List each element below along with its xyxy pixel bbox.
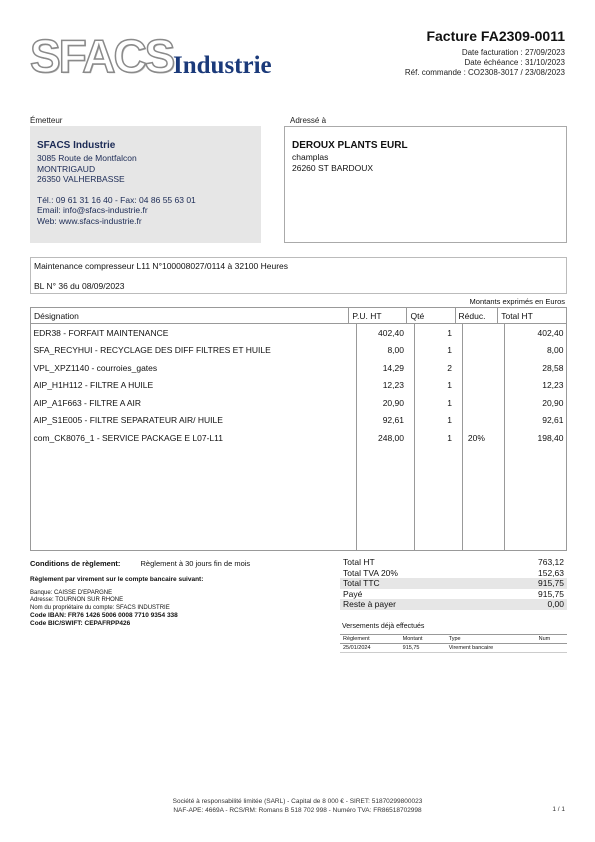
row-designation: AIP_S1E005 - FILTRE SEPARATEUR AIR/ HUILE	[33, 415, 223, 426]
total-label: Reste à payer	[343, 599, 396, 609]
total-tva-row	[340, 568, 567, 579]
table-row	[31, 324, 567, 342]
row-total: 8,00	[546, 345, 564, 356]
row-designation: EDR38 - FORFAIT MAINTENANCE	[33, 327, 169, 338]
bank-owner: Nom du propriétaire du compte: SFACS INDUSTRIE	[30, 604, 170, 611]
total-label: Total TTC	[343, 578, 380, 588]
emitter-web: Web: www.sfacs-industrie.fr	[37, 215, 142, 226]
total-label: Total TVA 20%	[343, 567, 398, 578]
footer-line1: Société à responsabilité limitée (SARL) - Capital de 8 000 € - SIRET: 51870299800023	[172, 798, 423, 805]
payments-header-cell: Num	[536, 635, 567, 644]
recipient-details	[292, 152, 373, 173]
bank-bic: Code BIC/SWIFT: CEPAFRPP426	[30, 619, 131, 627]
paid-row	[340, 589, 567, 600]
row-designation: AIP_H1H112 - FILTRE A HUILE	[33, 380, 154, 391]
conditions-value: Règlement à 30 jours fin de mois	[140, 559, 251, 568]
total-label: Payé	[343, 588, 363, 599]
table-row	[31, 394, 567, 412]
row-qte: 1	[447, 345, 453, 356]
payments-header-cell: Montant	[400, 635, 446, 644]
row-pu: 8,00	[387, 345, 404, 356]
footer	[0, 797, 595, 815]
row-designation: com_CK8076_1 - SERVICE PACKAGE E L07-L11	[33, 432, 223, 443]
row-total: 402,40	[537, 327, 564, 338]
row-qte: 1	[447, 397, 453, 408]
recipient-address2: 26260 ST BARDOUX	[292, 162, 374, 173]
ref-commande: Réf. commande : CO2308-3017 / 23/08/2023	[404, 68, 565, 77]
row-qte: 1	[447, 432, 453, 443]
emitter-label: Émetteur	[30, 116, 63, 125]
logo-industrie-text: Industrie	[173, 52, 272, 79]
payment-num	[536, 644, 567, 653]
row-pu: 92,61	[382, 415, 404, 426]
recipient-box	[284, 126, 567, 243]
payments-header-cell: Type	[446, 635, 536, 644]
row-designation: AIP_A1F663 - FILTRE A AIR	[33, 397, 142, 408]
items-table-header	[31, 308, 567, 324]
row-reduc	[455, 394, 498, 412]
row-total: 20,90	[542, 397, 564, 408]
bank-title: Règlement par virement sur le compte bancaire suivant:	[30, 576, 204, 583]
row-qte: 1	[447, 380, 453, 391]
row-pu: 20,90	[382, 397, 404, 408]
footer-line2: NAF-APE: 4669A - RCS/RM: Romans B 518 702 998 - Numéro TVA: FR86518702998	[173, 807, 422, 814]
row-reduc	[455, 412, 498, 430]
row-pu: 248,00	[377, 432, 404, 443]
remaining-row	[340, 599, 567, 610]
emitter-name: SFACS Industrie	[37, 140, 116, 151]
conditions-label: Conditions de règlement:	[30, 559, 121, 568]
totals-block	[340, 557, 567, 610]
company-logo	[30, 30, 290, 86]
payment-date: 25/01/2024	[340, 644, 400, 653]
emitter-details	[37, 153, 196, 226]
table-row	[31, 359, 567, 377]
emitter-email: Email: info@sfacs-industrie.fr	[37, 205, 148, 215]
row-reduc	[455, 359, 498, 377]
total-ht-row	[340, 557, 567, 568]
invoice-meta	[405, 48, 565, 78]
logo-sfacs-text: SFACS	[30, 30, 174, 82]
row-designation: SFA_RECYHUI - RECYCLAGE DES DIFF FILTRES ET HUILE	[33, 345, 271, 356]
row-pu: 402,40	[377, 327, 404, 338]
notes-line1: Maintenance compresseur L11 N°100008027/0114 à 32100 Heures	[34, 261, 289, 271]
row-total: 28,58	[542, 362, 564, 373]
table-row	[31, 342, 567, 360]
notes-box	[30, 257, 567, 294]
payments-header-cell: Règlement	[340, 635, 400, 644]
row-pu: 14,29	[382, 362, 404, 373]
currency-note: Montants exprimés en Euros	[469, 297, 565, 306]
bank-name: Banque: CAISSE D'EPARGNE	[30, 589, 113, 596]
row-qte: 2	[447, 362, 453, 373]
payments-table	[340, 634, 567, 653]
items-table	[30, 307, 567, 447]
emitter-address1: 3085 Route de Montfalcon	[37, 153, 137, 163]
row-reduc	[455, 324, 498, 342]
table-row	[31, 429, 567, 447]
recipient-label: Adressé à	[290, 116, 327, 125]
row-qte: 1	[447, 415, 453, 426]
header-reduc: Réduc.	[455, 308, 498, 324]
bank-iban: Code IBAN: FR76 1426 5006 0008 7710 9354 338	[30, 612, 178, 619]
total-label: Total HT	[343, 557, 375, 567]
header-total: Total HT	[498, 308, 567, 324]
date-facturation: Date facturation : 27/09/2023	[461, 48, 565, 57]
row-total: 92,61	[542, 415, 564, 426]
bank-address: Adresse: TOURNON SUR RHONE	[30, 597, 124, 603]
bank-info	[30, 576, 203, 627]
total-value: 0,00	[547, 599, 564, 609]
emitter-box	[30, 126, 261, 243]
row-total: 12,23	[542, 380, 564, 391]
row-qte: 1	[447, 327, 453, 338]
total-value: 915,75	[538, 588, 564, 599]
row-reduc	[455, 342, 498, 360]
row-pu: 12,23	[382, 380, 404, 391]
date-echeance: Date échéance : 31/10/2023	[464, 58, 565, 67]
payment-conditions	[30, 559, 250, 568]
header-qte: Qté	[407, 308, 455, 324]
emitter-address3: 26350 VALHERBASSE	[37, 174, 125, 184]
recipient-address1: champlas	[292, 152, 329, 162]
emitter-address2: MONTRIGAUD	[37, 163, 96, 174]
row-reduc	[455, 377, 498, 395]
row-reduc: 20%	[467, 432, 485, 443]
table-row	[31, 377, 567, 395]
notes-line2: BL N° 36 du 08/09/2023	[34, 281, 125, 291]
total-value: 763,12	[538, 557, 564, 567]
row-total: 198,40	[537, 432, 564, 443]
payments-title: Versements déjà effectués	[342, 623, 425, 630]
page-number: 1 / 1	[552, 806, 565, 813]
header-pu: P.U. HT	[349, 308, 407, 324]
payment-amount: 915,75	[400, 644, 446, 653]
total-value: 152,63	[538, 567, 564, 578]
total-ttc-row	[340, 578, 567, 589]
payment-type: Virement bancaire	[446, 644, 536, 653]
table-row	[340, 644, 567, 653]
payments-header	[340, 635, 567, 644]
row-designation: VPL_XPZ1140 - courroies_gates	[33, 362, 158, 373]
total-value: 915,75	[538, 578, 564, 588]
table-row	[31, 412, 567, 430]
emitter-phone: Tél.: 09 61 31 16 40 - Fax: 04 86 55 63 01	[37, 194, 196, 205]
invoice-title: Facture FA2309-0011	[426, 28, 565, 44]
recipient-name: DEROUX PLANTS EURL	[292, 140, 408, 151]
header-designation: Désignation	[31, 308, 349, 324]
